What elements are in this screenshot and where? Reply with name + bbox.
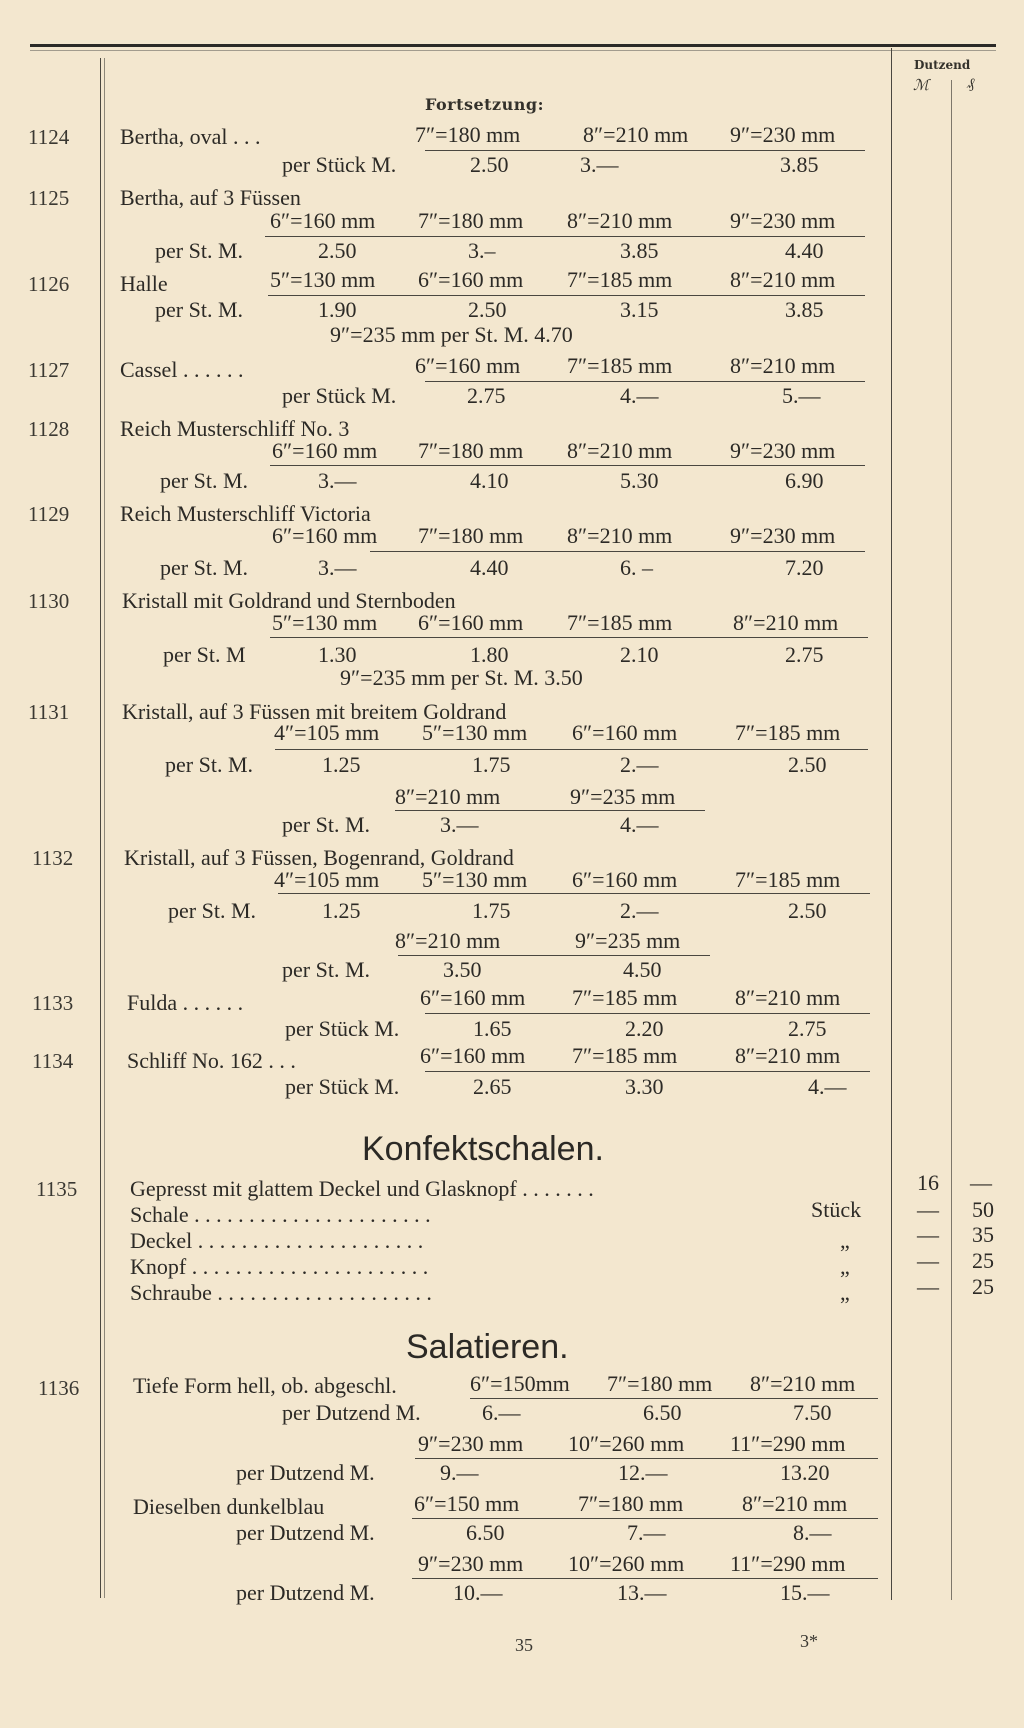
size: 7″=185 mm <box>572 1043 678 1068</box>
size: 6″=160 mm <box>420 1043 526 1068</box>
size: 6″=160 mm <box>415 353 521 378</box>
size: 7″=185 mm <box>735 720 841 745</box>
signature-mark: 3* <box>800 1631 818 1651</box>
section-title-konfektschalen: Konfektschalen. <box>362 1130 604 1168</box>
price: 2.65 <box>473 1074 512 1099</box>
price: 4.10 <box>470 468 509 493</box>
price: 2.75 <box>467 383 506 408</box>
price-mark: — <box>917 1197 939 1222</box>
item-number: 1130 <box>28 589 70 613</box>
size-rule <box>270 637 868 638</box>
size: 7″=185 mm <box>567 610 673 635</box>
part-unit: Stück <box>811 1197 862 1222</box>
item-name: Halle <box>120 271 168 296</box>
item-number: 1133 <box>32 991 74 1015</box>
price: 4.50 <box>623 957 662 982</box>
size: 9″=230 mm <box>730 523 836 548</box>
size-rule <box>425 1071 870 1072</box>
size: 7″=185 mm <box>572 985 678 1010</box>
size: 10″=260 mm <box>568 1431 685 1456</box>
size: 7″=185 mm <box>567 353 673 378</box>
price-pf: 25 <box>972 1248 994 1273</box>
size: 9″=230 mm <box>418 1431 524 1456</box>
price: 15.— <box>780 1580 830 1605</box>
price: 13.20 <box>780 1460 830 1485</box>
size: 7″=180 mm <box>607 1371 713 1396</box>
price: 7.— <box>627 1520 666 1545</box>
item-name: Bertha, oval . . . <box>120 124 261 149</box>
size: 9″=230 mm <box>730 208 836 233</box>
size: 8″=210 mm <box>730 267 836 292</box>
size: 8″=210 mm <box>395 928 501 953</box>
size: 9″=230 mm <box>418 1551 524 1576</box>
price: 3.– <box>468 238 496 263</box>
price: 6.— <box>482 1400 521 1425</box>
price-pf: — <box>970 1170 992 1195</box>
price: 3.— <box>318 555 357 580</box>
size: 6″=150mm <box>470 1371 570 1396</box>
price-label: per Stück M. <box>285 1074 400 1099</box>
price: 4.— <box>808 1074 847 1099</box>
size-rule <box>415 1458 878 1459</box>
price: 2.50 <box>318 238 357 263</box>
size: 4″=105 mm <box>274 867 380 892</box>
size-rule <box>425 1013 870 1014</box>
item-name: Reich Musterschliff No. 3 <box>120 416 350 441</box>
continuation-heading: Fortsetzung: <box>425 95 544 114</box>
size: 8″=210 mm <box>733 610 839 635</box>
price-label: per St. M. <box>282 957 370 982</box>
size: 6″=160 mm <box>572 867 678 892</box>
price-label: per St. M. <box>155 297 243 322</box>
size: 7″=180 mm <box>578 1491 684 1516</box>
size-rule <box>278 893 870 894</box>
size-rule <box>470 1398 878 1399</box>
price: 8.— <box>793 1520 832 1545</box>
pf-column-rule <box>951 80 952 1600</box>
price: 2.50 <box>788 752 827 777</box>
size: 4″=105 mm <box>274 720 380 745</box>
price: 6. – <box>620 555 653 580</box>
price: 3.85 <box>780 152 819 177</box>
item-number: 1136 <box>38 1376 80 1400</box>
part-unit: „ <box>840 1254 850 1279</box>
item-name: Reich Musterschliff Victoria <box>120 501 371 526</box>
price: 2.10 <box>620 642 659 667</box>
price-label: per Stück M. <box>282 152 397 177</box>
part-unit: „ <box>840 1280 850 1305</box>
item-number: 1125 <box>28 186 70 210</box>
price: 6.90 <box>785 468 824 493</box>
item-name: Bertha, auf 3 Füssen <box>120 185 301 210</box>
size: 9″=230 mm <box>730 438 836 463</box>
mark-symbol: ℳ <box>913 78 930 94</box>
price-label: per Stück M. <box>285 1016 400 1041</box>
price: 1.90 <box>318 297 357 322</box>
size: 8″=210 mm <box>735 985 841 1010</box>
part-name: Schraube . . . . . . . . . . . . . . . . . . . . <box>130 1280 432 1305</box>
size: 8″=210 mm <box>735 1043 841 1068</box>
price-label: per St. M. <box>168 898 256 923</box>
price: 4.— <box>620 383 659 408</box>
price: 13.— <box>617 1580 667 1605</box>
size: 6″=160 mm <box>272 438 378 463</box>
item-number: 1124 <box>28 125 70 149</box>
price-column-rule <box>891 48 892 1600</box>
item-name: Kristall, auf 3 Füssen, Bogenrand, Goldrand <box>124 845 514 870</box>
price: 1.65 <box>473 1016 512 1041</box>
price: 1.30 <box>318 642 357 667</box>
price: 6.50 <box>466 1520 505 1545</box>
size: 9″=230 mm <box>730 122 836 147</box>
size: 6″=150 mm <box>414 1491 520 1516</box>
price: 2.75 <box>788 1016 827 1041</box>
part-name: Deckel . . . . . . . . . . . . . . . . . . . . . <box>130 1228 424 1253</box>
item-number: 1135 <box>36 1177 78 1201</box>
size-rule <box>395 810 705 811</box>
price: 2.50 <box>788 898 827 923</box>
price: 3.50 <box>443 957 482 982</box>
price: 5.30 <box>620 468 659 493</box>
size: 6″=160 mm <box>270 208 376 233</box>
price-label: per St. M <box>163 642 246 667</box>
size: 10″=260 mm <box>568 1551 685 1576</box>
size: 8″=210 mm <box>730 353 836 378</box>
item-name: Fulda . . . . . . <box>127 990 244 1015</box>
item-name: Cassel . . . . . . <box>120 357 244 382</box>
price: 2.50 <box>468 297 507 322</box>
price: 12.— <box>618 1460 668 1485</box>
part-unit: „ <box>840 1228 850 1253</box>
pfennig-symbol: ₰ <box>967 76 975 92</box>
price: 1.25 <box>322 752 361 777</box>
price: 1.80 <box>470 642 509 667</box>
item-number: 1129 <box>28 502 70 526</box>
price: 1.75 <box>472 898 511 923</box>
price: 3.— <box>580 152 619 177</box>
item-number: 1131 <box>28 700 70 724</box>
price: 3.30 <box>625 1074 664 1099</box>
size-rule <box>268 295 865 296</box>
item-name: Tiefe Form hell, ob. abgeschl. <box>133 1373 397 1398</box>
price: 4.40 <box>470 555 509 580</box>
size: 8″=210 mm <box>567 208 673 233</box>
size: 5″=130 mm <box>422 720 528 745</box>
size-rule <box>412 1578 878 1579</box>
price-label: per St. M. <box>282 812 370 837</box>
price-pf: 35 <box>972 1222 994 1247</box>
size-rule <box>425 381 865 382</box>
size: 5″=130 mm <box>270 267 376 292</box>
item-number: 1126 <box>28 272 70 296</box>
price: 7.50 <box>793 1400 832 1425</box>
price: 10.— <box>453 1580 503 1605</box>
item-name: Dieselben dunkelblau <box>133 1494 325 1519</box>
price: 2.— <box>620 752 659 777</box>
size-rule <box>275 749 868 750</box>
item-name: Schliff No. 162 . . . <box>127 1048 296 1073</box>
extra-size-price: 9″=235 mm per St. M. 4.70 <box>330 322 573 347</box>
price: 1.25 <box>322 898 361 923</box>
left-column-rule <box>100 58 101 1598</box>
price: 2.50 <box>470 152 509 177</box>
price-label: per St. M. <box>160 468 248 493</box>
top-rule <box>30 44 996 47</box>
price: 3.— <box>318 468 357 493</box>
size: 8″=210 mm <box>567 523 673 548</box>
size: 5″=130 mm <box>422 867 528 892</box>
price-column-title: Dutzend <box>914 58 971 72</box>
size-rule <box>370 551 865 552</box>
section-title-salatieren: Salatieren. <box>406 1328 569 1366</box>
size: 7″=180 mm <box>418 208 524 233</box>
size: 8″=210 mm <box>750 1371 856 1396</box>
size: 5″=130 mm <box>272 610 378 635</box>
size: 6″=160 mm <box>418 267 524 292</box>
item-name: Kristall mit Goldrand und Sternboden <box>122 588 456 613</box>
price: 5.— <box>782 383 821 408</box>
size-rule <box>412 1518 878 1519</box>
size: 7″=185 mm <box>735 867 841 892</box>
item-number: 1127 <box>28 358 70 382</box>
price: 2.75 <box>785 642 824 667</box>
price-label: per Stück M. <box>282 383 397 408</box>
size: 8″=210 mm <box>742 1491 848 1516</box>
size-rule <box>398 955 710 956</box>
top-rule-thin <box>30 50 996 51</box>
price-label: per Dutzend M. <box>236 1580 375 1605</box>
size-rule <box>265 236 865 237</box>
size: 8″=210 mm <box>583 122 689 147</box>
item-name: Kristall, auf 3 Füssen mit breitem Goldrand <box>122 699 507 724</box>
size: 9″=235 mm <box>570 784 676 809</box>
price: 2.— <box>620 898 659 923</box>
price: 7.20 <box>785 555 824 580</box>
price: 4.— <box>620 812 659 837</box>
price-label: per Dutzend M. <box>236 1460 375 1485</box>
item-number: 1128 <box>28 417 70 441</box>
size: 7″=180 mm <box>415 122 521 147</box>
price: 3.85 <box>620 238 659 263</box>
item-number: 1134 <box>32 1049 74 1073</box>
price-mark: — <box>917 1274 939 1299</box>
item-name: Gepresst mit glattem Deckel und Glasknopf . . . . . . . <box>130 1176 594 1201</box>
price-mark: 16 <box>917 1170 939 1195</box>
part-name: Knopf . . . . . . . . . . . . . . . . . . . . . . <box>130 1254 429 1279</box>
size: 7″=185 mm <box>567 267 673 292</box>
size: 11″=290 mm <box>730 1551 846 1576</box>
price-pf: 25 <box>972 1274 994 1299</box>
item-number: 1132 <box>32 846 74 870</box>
price-mark: — <box>917 1222 939 1247</box>
size: 8″=210 mm <box>567 438 673 463</box>
size: 6″=160 mm <box>418 610 524 635</box>
price-label: per Dutzend M. <box>236 1520 375 1545</box>
extra-size-price: 9″=235 mm per St. M. 3.50 <box>340 665 583 690</box>
price: 2.20 <box>625 1016 664 1041</box>
part-name: Schale . . . . . . . . . . . . . . . . . . . . . . <box>130 1202 431 1227</box>
price-label: per St. M. <box>155 238 243 263</box>
price: 6.50 <box>643 1400 682 1425</box>
size: 6″=160 mm <box>572 720 678 745</box>
price: 3.— <box>440 812 479 837</box>
price-label: per St. M. <box>165 752 253 777</box>
price: 3.85 <box>785 297 824 322</box>
size: 9″=235 mm <box>575 928 681 953</box>
size-rule <box>270 465 865 466</box>
size: 6″=160 mm <box>420 985 526 1010</box>
size: 11″=290 mm <box>730 1431 846 1456</box>
price: 4.40 <box>785 238 824 263</box>
size: 6″=160 mm <box>272 523 378 548</box>
price-pf: 50 <box>972 1197 994 1222</box>
price: 3.15 <box>620 297 659 322</box>
price: 1.75 <box>472 752 511 777</box>
price-label: per Dutzend M. <box>282 1400 421 1425</box>
size: 8″=210 mm <box>395 784 501 809</box>
price-label: per St. M. <box>160 555 248 580</box>
page-number: 35 <box>515 1635 533 1655</box>
size: 7″=180 mm <box>418 523 524 548</box>
size-rule <box>425 150 865 151</box>
size: 7″=180 mm <box>418 438 524 463</box>
price-mark: — <box>917 1248 939 1273</box>
price: 9.— <box>440 1460 479 1485</box>
left-column-rule-inner <box>104 58 105 1598</box>
